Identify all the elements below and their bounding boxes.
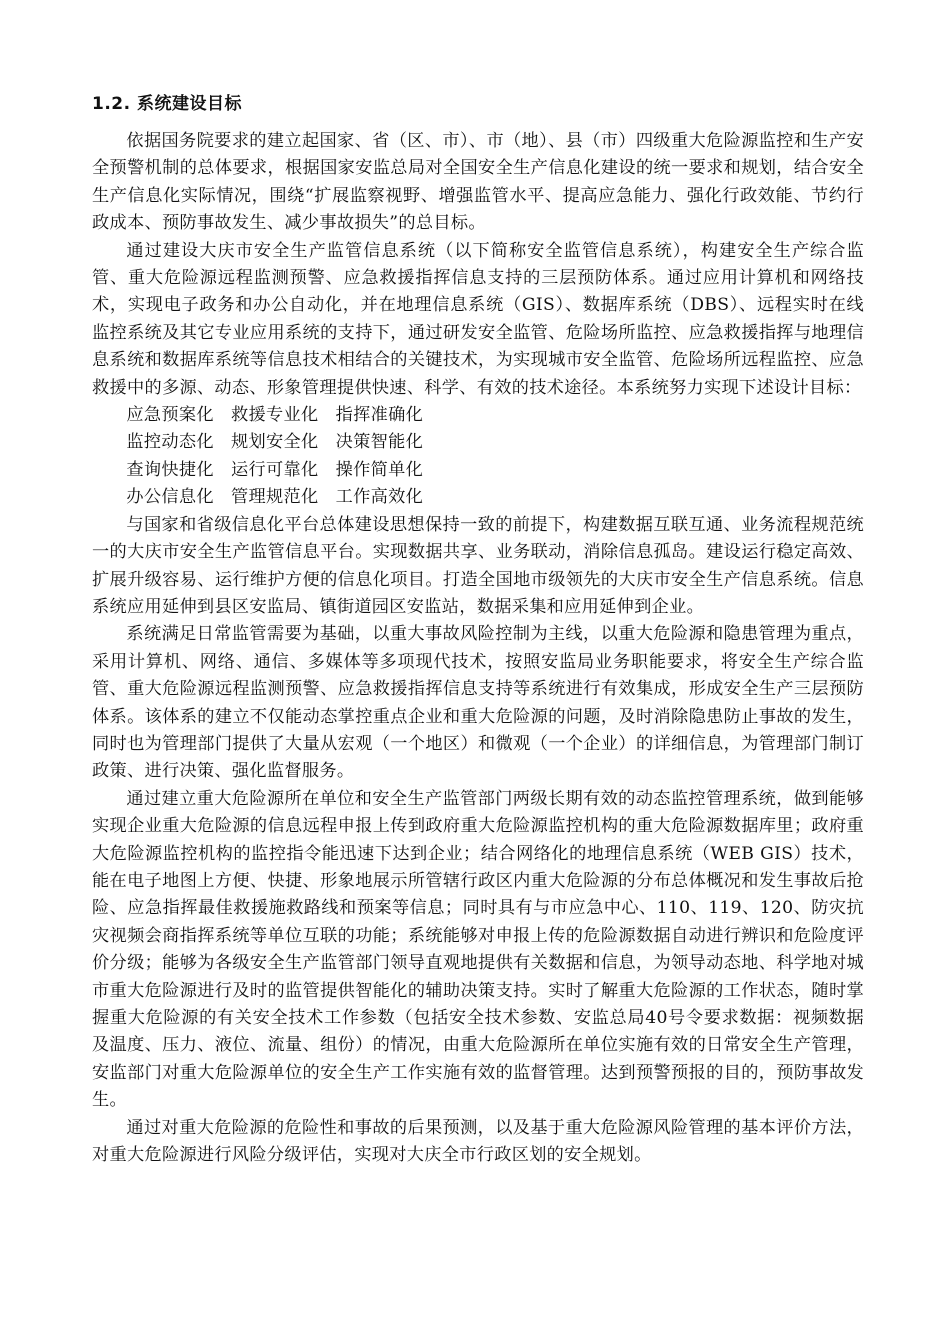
goal-item: 指挥准确化: [335, 405, 424, 426]
goal-item: 监控动态化: [126, 432, 214, 453]
goal-item: 办公信息化: [126, 487, 214, 508]
paragraph-platform: 与国家和省级信息化平台总体建设思想保持一致的前提下，构建数据互联互通、业务流程规范统一的大庆市安全生产监管信息平台。实现数据共享、业务联动，消除信息孤岛。建设运行稳定高效、扩展升级容易、运行维护方便的信息化项目。打造全国地市级领先的大庆市安全生产信息系统。信息系统应用延伸到县区安监局、镇街道园区安监站，数据采集和应用延伸到企业。: [92, 514, 864, 617]
section-heading: 1.2. 系统建设目标: [92, 94, 242, 114]
goal-item: 运行可靠化: [231, 459, 319, 480]
paragraph-overall-goal: 依据国务院要求的建立起国家、省（区、市）、市（地）、县（市）四级重大危险源监控和生产安全预警机制的总体要求，根据国家安监总局对全国安全生产信息化建设的统一要求和规划，结合安全生产信息化实际情况，围绕“扩展监察视野、增强监管水平、提高应急能力、强化行政效能、节约行政成本、预防事故发生、减少事故损失”的总目标。: [92, 131, 864, 234]
goal-row: [92, 457, 864, 484]
goal-item: 规划安全化: [231, 432, 319, 453]
paragraph-system-construction: 通过建设大庆市安全生产监管信息系统（以下简称安全监管信息系统），构建安全生产综合监管、重大危险源远程监测预警、应急救援指挥信息支持的三层预防体系。通过应用计算机和网络技术，实现电子政务和办公自动化，并在地理信息系统（GIS）、数据库系统（DBS）、远程实时在线监控系统及其它专业应用系统的支持下，通过研发安全监管、危险场所监控、应急救援指挥与地理信息系统和数据库系统等信息技术相结合的关键技术，为实现城市安全监管、危险场所远程监控、应急救援中的多源、动态、形象管理提供快速、科学、有效的技术途径。本系统努力实现下述设计目标：: [92, 240, 864, 398]
goal-item: 管理规范化: [231, 487, 319, 508]
goal-row: [92, 484, 864, 511]
goal-item: 救援专业化: [231, 405, 319, 426]
document-page: [92, 90, 864, 1169]
paragraph-risk-assessment: 通过对重大危险源的危险性和事故的后果预测，以及基于重大危险源风险管理的基本评价方法，对重大危险源进行风险分级评估，实现对大庆全市行政区划的安全规划。: [92, 1117, 864, 1166]
goal-row: [92, 402, 864, 429]
design-goals-list: [92, 402, 864, 512]
goal-item: 操作简单化: [335, 459, 424, 480]
goal-item: 工作高效化: [335, 487, 424, 508]
goal-item: 查询快捷化: [126, 459, 214, 480]
goal-item: 应急预案化: [126, 405, 214, 426]
paragraph-dynamic-monitoring: 通过建立重大危险源所在单位和安全生产监管部门两级长期有效的动态监控管理系统，做到能够实现企业重大危险源的信息远程申报上传到政府重大危险源监控机构的重大危险源数据库里；政府重大危险源监控机构的监控指令能迅速下达到企业；结合网络化的地理信息系统（WEB GIS）技术，能在电子地图上方便、快捷、形象地展示所管辖行政区内重大危险源的分布总体概况和发生事故后抢险、应急指挥最佳救援施救路线和预案等信息；同时具有与市应急中心、110、119、120、防灾抗灾视频会商指挥系统等单位互联的功能；系统能够对申报上传的危险源数据自动进行辨识和危险度评价分级；能够为各级安全生产监管部门领导直观地提供有关数据和信息，为领导动态地、科学地对城市重大危险源进行及时的监管提供智能化的辅助决策支持。实时了解重大危险源的工作状态，随时掌握重大危险源的有关安全技术工作参数（包括安全技术参数、安监总局40号令要求数据：视频数据及温度、压力、液位、流量、组份）的情况，由重大危险源所在单位实施有效的日常安全生产管理，安监部门对重大危险源单位的安全生产工作实施有效的监督管理。达到预警预报的目的，预防事故发生。: [92, 788, 864, 1111]
goal-item: 决策智能化: [335, 432, 424, 453]
paragraph-prevention-system: 系统满足日常监管需要为基础，以重大事故风险控制为主线，以重大危险源和隐患管理为重点，采用计算机、网络、通信、多媒体等多项现代技术，按照安监局业务职能要求，将安全生产综合监管、重大危险源远程监测预警、应急救援指挥信息支持等系统进行有效集成，形成安全生产三层预防体系。该体系的建立不仅能动态掌控重点企业和重大危险源的问题，及时消除隐患防止事故的发生，同时也为管理部门提供了大量从宏观（一个地区）和微观（一个企业）的详细信息，为管理部门制订政策、进行决策、强化监督服务。: [92, 624, 864, 782]
goal-row: [92, 429, 864, 456]
